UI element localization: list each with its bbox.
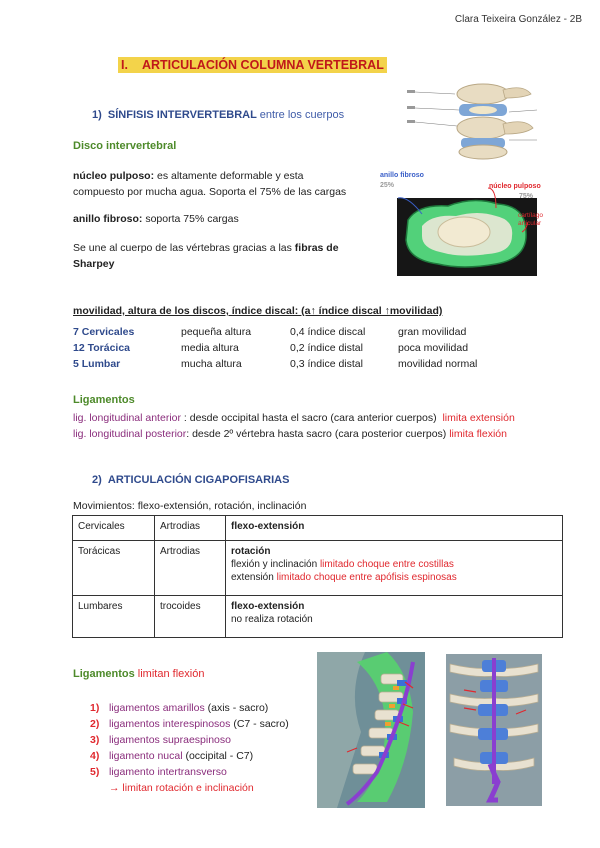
mobility-index: 0,4 índice discal (290, 326, 366, 338)
table-row (73, 596, 563, 638)
page-title (118, 57, 387, 73)
section1-subtitle: entre los cuerpos (259, 109, 345, 121)
ligamentos2-heading-text: Ligamentos (73, 668, 135, 680)
mobility-heading: movilidad, altura de los discos, índice discal: (a↑ índice discal ↑movilidad) (73, 305, 443, 317)
nucleo-line2: compuesto por mucha agua. Soporta el 75% de las cargas (73, 186, 347, 198)
ligament-posterior-term: lig. longitudinal posterior (73, 428, 187, 440)
sharpey-prefix: Se une al cuerpo de las vértebras gracias a las (73, 242, 295, 254)
posterior-spine-illustration (446, 654, 542, 806)
mobility-index: 0,2 índice distal (290, 342, 363, 354)
ligament-anterior (73, 410, 515, 426)
list-item (90, 700, 289, 716)
vertebra-illustration (405, 76, 540, 160)
table-row (73, 516, 563, 541)
sharpey-paragraph (73, 240, 373, 272)
nucleo-line1: es altamente deformable y esta (154, 170, 304, 182)
ligament-footnote: → limitan rotación e inclinación (109, 782, 254, 794)
table-cell-movement (226, 596, 563, 638)
list-item-detail: (C7 - sacro) (230, 718, 289, 730)
mobility-region: 7 Cervicales (73, 326, 135, 338)
list-item (90, 764, 289, 780)
anillo-text: soporta 75% cargas (142, 213, 239, 225)
table-cell-type: Artrodias (155, 541, 226, 596)
ligament-list (90, 700, 289, 796)
ligamentos2-heading (73, 668, 204, 680)
list-item-detail: (occipital - C7) (182, 750, 254, 762)
mobility-height: mucha altura (181, 358, 242, 370)
ligament-anterior-limit: limita extensión (442, 412, 515, 424)
list-item-detail: (axis - sacro) (204, 702, 269, 714)
disc-label-anillo-pct: 25% (380, 182, 395, 189)
mobility-height: media altura (181, 342, 239, 354)
table-cell-region: Torácicas (73, 541, 155, 596)
ligament-posterior-text: : desde 2º vértebra hasta sacro (cara posterior cuerpos) (186, 428, 447, 440)
table-row (73, 541, 563, 596)
disc-label-anillo: anillo fibroso (380, 172, 424, 179)
list-item-number: 5) (90, 766, 100, 778)
mobility-value: gran movilidad (398, 326, 467, 338)
list-item-number: 1) (90, 702, 100, 714)
disc-heading: Disco intervertebral (73, 140, 177, 152)
list-item (90, 748, 289, 764)
section2-number: 2) (92, 474, 102, 486)
movements-text: Movimientos: flexo-extensión, rotación, inclinación (73, 500, 307, 512)
mobility-value: movilidad normal (398, 358, 478, 370)
movement-line: flexión y inclinación (231, 559, 320, 570)
table-cell-type: Artrodias (155, 516, 226, 541)
movement-line: extensión (231, 572, 277, 583)
title-text: ARTICULACIÓN COLUMNA VERTEBRAL (141, 58, 384, 72)
ligament-posterior (73, 426, 507, 442)
list-item-name: ligamento intertransverso (109, 766, 227, 778)
list-item-number: 3) (90, 734, 100, 746)
movement-line: no realiza rotación (231, 614, 313, 625)
section2-title-text: ARTICULACIÓN CIGAPOFISARIAS (107, 474, 290, 486)
anillo-paragraph (73, 211, 239, 227)
movement-limit: limitado choque entre apófisis espinosas (276, 572, 457, 583)
list-item-name: ligamento nucal (109, 750, 183, 762)
section1-number: 1) (92, 109, 102, 121)
table-cell-region: Lumbares (73, 596, 155, 638)
section1-title (92, 109, 344, 121)
mobility-index: 0,3 índice distal (290, 358, 363, 370)
ligament-posterior-limit: limita flexión (449, 428, 507, 440)
ligamentos-heading: Ligamentos (73, 394, 135, 406)
movement-main: rotación (231, 546, 271, 557)
table-cell-type: trocoides (155, 596, 226, 638)
mobility-region: 12 Torácica (73, 342, 131, 354)
nucleo-paragraph (73, 168, 373, 200)
section1-title-text: SÍNFISIS INTERVERTEBRAL (107, 109, 257, 121)
nucleo-term: núcleo pulposo: (73, 170, 155, 182)
anillo-term: anillo fibroso: (73, 213, 143, 225)
mobility-height: pequeña altura (181, 326, 252, 338)
list-item (90, 716, 289, 732)
movement-main: flexo-extensión (231, 601, 305, 612)
list-item-number: 2) (90, 718, 100, 730)
sharpey-term: fibras de Sharpey (73, 242, 339, 270)
table-cell-movement (226, 541, 563, 596)
section2-title (92, 474, 289, 486)
list-item-name: ligamentos interespinosos (109, 718, 231, 730)
movement-limit: limitado choque entre costillas (319, 559, 454, 570)
mobility-region: 5 Lumbar (73, 358, 121, 370)
ligament-anterior-text: : desde occipital hasta el sacro (cara anterior cuerpos) (180, 412, 437, 424)
list-item-number: 4) (90, 750, 100, 762)
author-name: Clara Teixeira González - 2B (454, 14, 582, 25)
mobility-value: poca movilidad (398, 342, 469, 354)
articulation-table (72, 515, 563, 638)
table-cell-region: Cervicales (73, 516, 155, 541)
ligamentos2-heading-suffix: limitan flexión (137, 668, 205, 680)
list-item-name: ligamentos supraespinoso (109, 734, 231, 746)
disc-label-nucleo: núcleo pulposo (489, 183, 541, 190)
title-number: I. (121, 58, 128, 72)
table-cell-movement (226, 516, 563, 541)
disc-label-cartilago: cartílago articular (518, 212, 543, 227)
movement-main: flexo-extensión (231, 521, 305, 532)
disc-label-nucleo-pct: 75% (519, 193, 534, 200)
cervical-spine-illustration (317, 652, 425, 808)
ligament-anterior-term: lig. longitudinal anterior (73, 412, 181, 424)
list-item-name: ligamentos amarillos (109, 702, 205, 714)
list-item (90, 732, 289, 748)
